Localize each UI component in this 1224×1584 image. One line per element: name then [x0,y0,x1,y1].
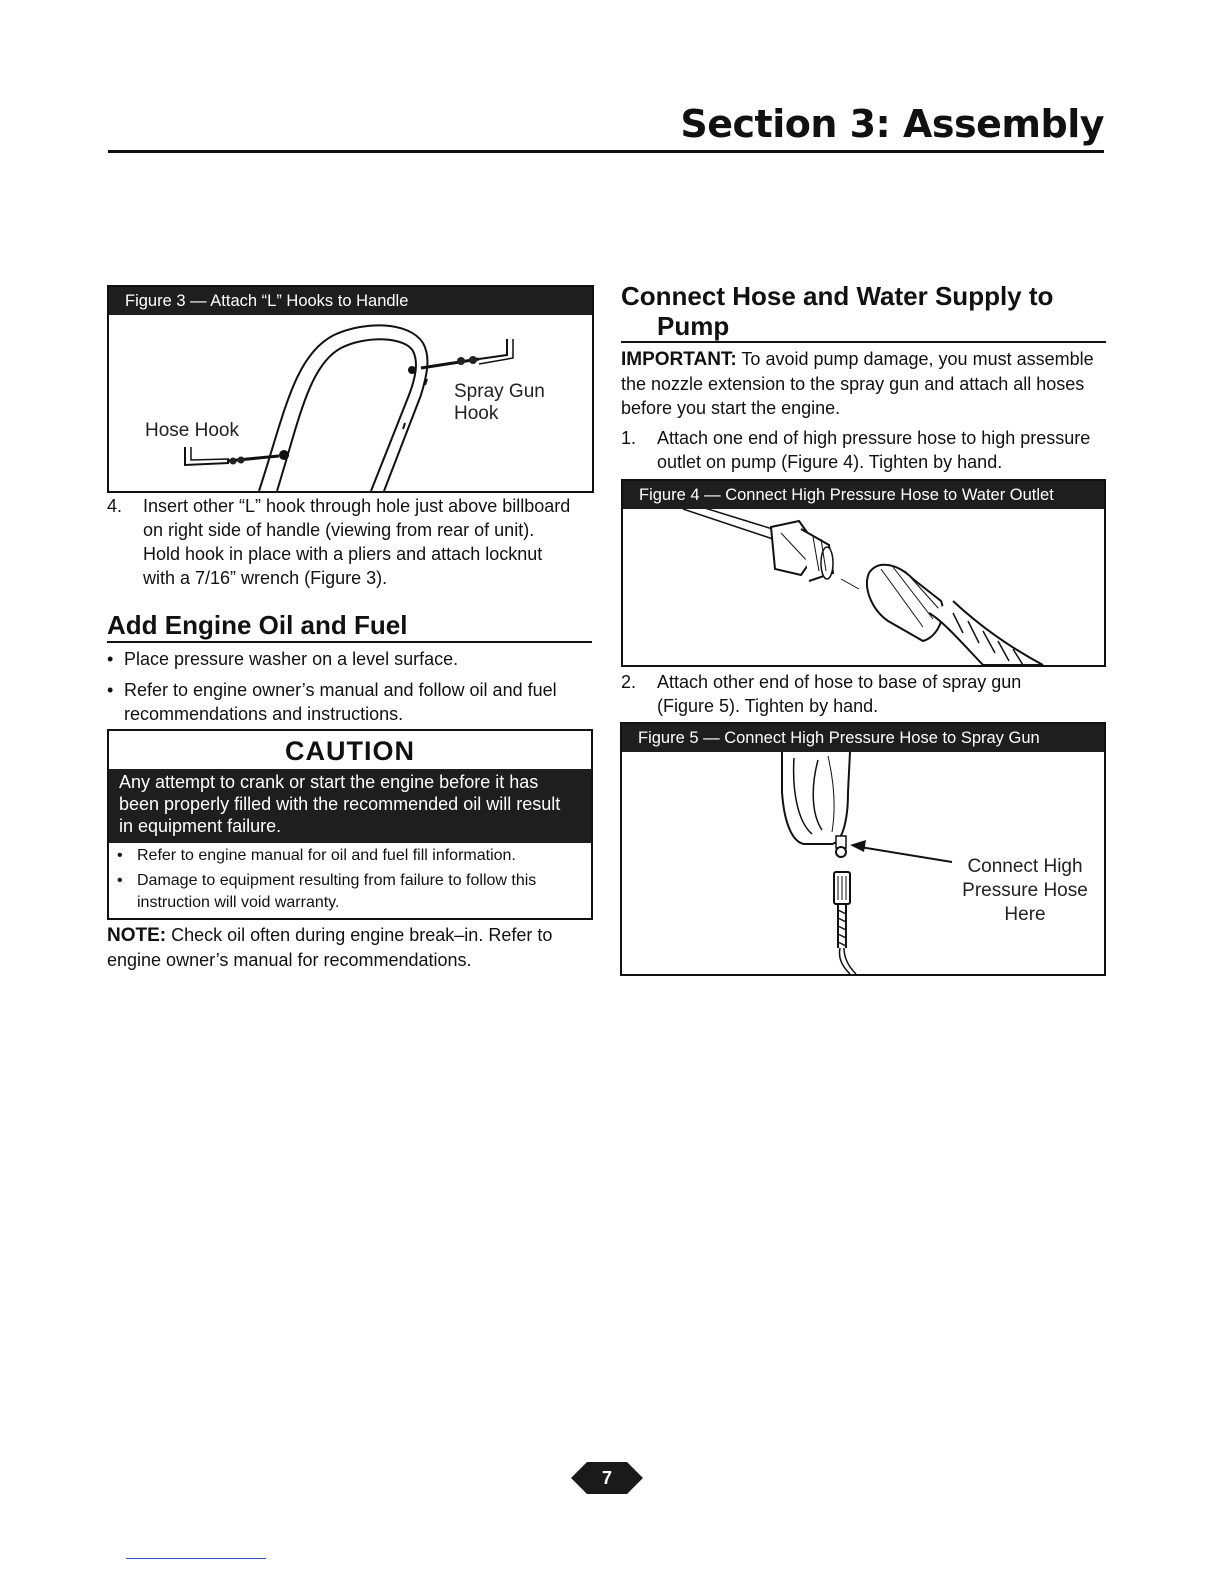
bullet-level-surface [107,647,592,671]
figure-5 [620,722,1106,976]
step-1-line: outlet on pump (Figure 4). Tighten by hand. [657,452,1003,472]
caution-warning-line: in equipment failure. [119,816,282,836]
caution-warning-line: Any attempt to crank or start the engine before it has [119,772,539,792]
figure-3-illustration [109,315,592,491]
bullet-text: Place pressure washer on a level surface. [124,649,459,669]
header-rule [108,150,1104,153]
caution-bullet-line: Damage to equipment resulting from failure to follow this [137,872,537,889]
figure-5-illustration [622,752,1104,974]
hose-hook-icon [185,447,289,465]
note-label: NOTE: [107,925,167,946]
label-spray-gun-hook: Hook [454,403,499,424]
page-number: 7 [601,1468,612,1488]
figure-3 [107,285,594,493]
step-2-number: 2. [621,672,637,692]
heading-line: Pump [657,311,730,341]
bullet-text-line: recommendations and instructions. [124,704,404,724]
pump-outlet-icon [683,509,833,581]
caution-title: CAUTION [285,736,415,766]
hose-end-icon [834,872,856,974]
section-title: Section 3: Assembly [680,102,1104,146]
important-text: To avoid pump damage, you must assemble [736,349,1094,369]
figure-4-illustration [623,509,1104,665]
caution-warning-line: been properly filled with the recommended oil will result [119,794,561,814]
note-text: Check oil often during engine break–in. Refer to [166,925,553,945]
caution-bullet-text: Refer to engine manual for oil and fuel fill information. [137,847,516,864]
step-4-line: on right side of handle (viewing from rear of unit). [143,520,535,540]
step-1-line: Attach one end of high pressure hose to high pressure [657,428,1091,448]
step-4 [107,494,597,590]
important-text-line: the nozzle extension to the spray gun and attach all hoses [621,374,1085,394]
heading-line: Connect Hose and Water Supply to [621,281,1054,311]
important-note [621,347,1107,420]
step-4-line: with a 7/16” wrench (Figure 3). [143,568,388,588]
step-1-number: 1. [621,428,637,448]
bullet-dot: • [107,649,114,669]
figure-4 [621,479,1106,667]
bullet-dot: • [117,872,123,889]
important-text-line: before you start the engine. [621,398,841,418]
step-4-line: Hold hook in place with a pliers and attach locknut [143,544,543,564]
caution-bullet [117,870,587,914]
label-connect-line: Connect High [967,856,1083,877]
caution-bullet [117,845,587,867]
spray-gun-icon [782,752,850,857]
heading-rule [107,641,592,643]
label-connect-line: Pressure Hose [962,880,1088,901]
heading-connect-hose [621,281,1105,341]
footer-line [126,1558,266,1559]
caution-warning [109,769,591,843]
step-2 [621,670,1107,718]
step-4-line: Insert other “L” hook through hole just above billboard [143,496,571,516]
important-label: IMPORTANT: [621,349,737,370]
bullet-dot: • [107,680,114,700]
figure-5-caption: Figure 5 — Connect High Pressure Hose to Spray Gun [622,724,1104,752]
label-spray-gun: Spray Gun [454,381,545,402]
hose-coupling-icon [867,565,1043,665]
label-hose-hook: Hose Hook [145,420,239,441]
step-2-line: (Figure 5). Tighten by hand. [657,696,879,716]
note-text-line2: engine owner’s manual for recommendations. [107,950,472,970]
figure-3-caption: Figure 3 — Attach “L” Hooks to Handle [109,287,592,315]
step-2-line: Attach other end of hose to base of spray gun [657,672,1022,692]
bullet-text-line: Refer to engine owner’s manual and follow oil and fuel [124,680,557,700]
figure-4-caption: Figure 4 — Connect High Pressure Hose to Water Outlet [623,481,1104,509]
heading-add-engine-oil: Add Engine Oil and Fuel [107,610,408,640]
caution-bullet-line: instruction will void warranty. [137,894,340,911]
note [107,923,597,972]
caution-box [107,729,593,920]
label-connect-line: Here [1004,904,1046,925]
bullet-dot: • [117,847,123,864]
step-4-number: 4. [107,496,123,516]
bullet-refer-manual [107,678,592,726]
arrow-icon [850,840,952,862]
step-1 [621,426,1107,474]
page-number-badge [571,1458,643,1498]
heading-rule [621,341,1106,343]
